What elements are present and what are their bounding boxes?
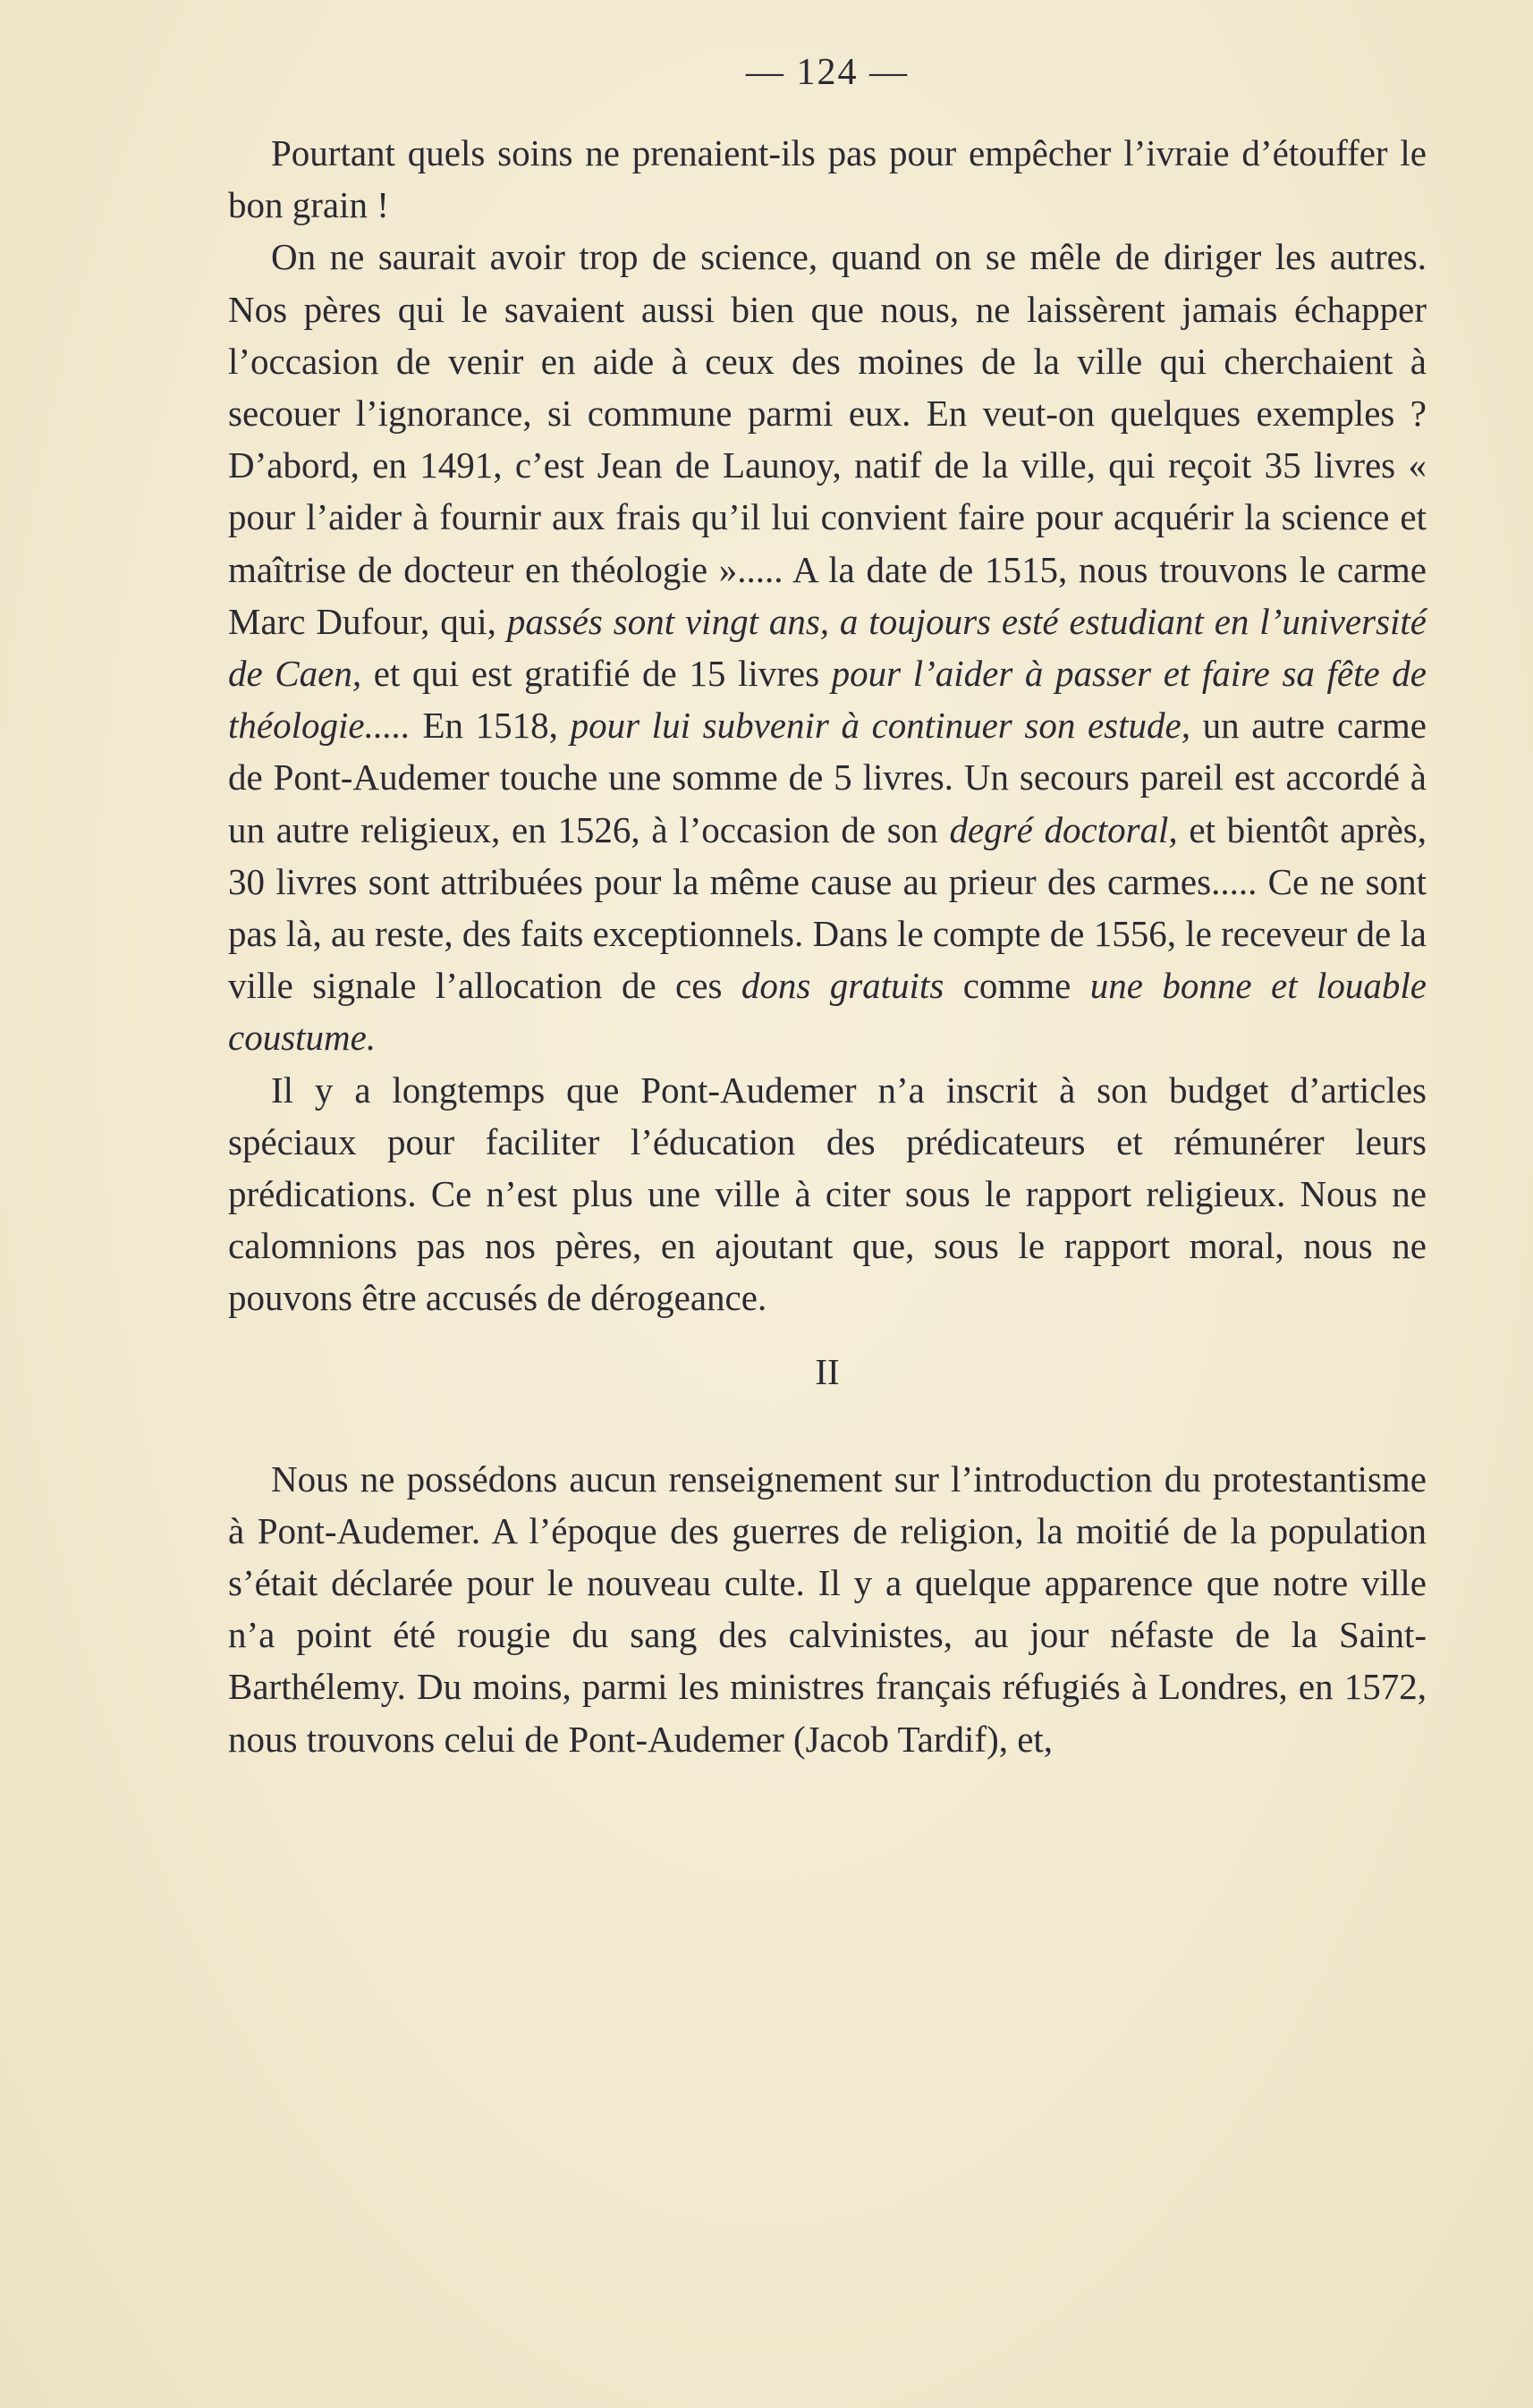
paragraph-2-text-1: On ne saurait avoir trop de science, quand on se mêle de diriger les autres. Nos pères qui le savaient aussi bien que nous, ne laissèrent jamais échapper l’occasion de venir en aide à ceux des moines de la ville qui cherchaient à secouer l’ignorance, si commune parmi eux. En veut-on quelques exemples ? D’abord, en 1491, c’est Jean de Launoy, natif de la ville, qui reçoit 35 livres « pour l’aider à fournir aux frais qu’il lui convient faire pour acquérir la science et maîtrise de docteur en théologie »..... A la date de 1515, nous trouvons le carme Marc Dufour, qui,: [228, 236, 1427, 642]
section-heading: II: [815, 1350, 840, 1392]
paragraph-3: Il y a longtemps que Pont-Audemer n’a inscrit à son budget d’articles spéciaux pour faciliter l’éducation des prédicateurs et rémunérer leurs prédications. Ce n’est plus une ville à citer sous le rapport religieux. Nous ne calomnions pas nos pères, en ajoutant que, sous le rapport moral, nous ne pouvons être accusés de dérogeance.: [228, 1069, 1427, 1319]
body-text: [228, 127, 1427, 1765]
paragraph-2-italic-6: une bonne et louable coustume.: [228, 965, 1427, 1059]
paragraph-2-text-4: un autre carme de Pont-Audemer touche une somme de 5 livres. Un secours pareil est accordé à un autre religieux, en 1526, à l’occasion de son: [228, 705, 1427, 850]
paragraph-2-text-5: et bientôt après, 30 livres sont attribuées pour la même cause au prieur des carmes..... Ce ne sont pas là, au reste, des faits exceptionnels. Dans le compte de 1556, le receveur de la ville signale l’allocation de ces: [228, 808, 1427, 1007]
paragraph-2-italic-5: dons gratuits: [741, 965, 944, 1007]
paragraph-2-text-3: En 1518,: [410, 705, 571, 747]
paragraph-2-text-6: comme: [944, 965, 1090, 1007]
paragraph-2-italic-3: pour lui subvenir à continuer son estude,: [570, 705, 1190, 747]
paragraph-2-italic-1: passés sont vingt ans, a toujours esté estudiant en l’université de Caen,: [228, 600, 1427, 695]
paragraph-1: Pourtant quels soins ne prenaient-ils pas pour empêcher l’ivraie d’étouffer le bon grain !: [228, 132, 1427, 226]
paragraph-2-text-2: et qui est gratifié de 15 livres: [361, 653, 832, 695]
paragraph-4: Nous ne possédons aucun renseignement sur l’introduction du protestantisme à Pont-Audemer. A l’époque des guerres de religion, la moitié de la population s’était déclarée pour le nouveau culte. Il y a quelque apparence que notre ville n’a point été rougie du sang des calvinistes, au jour néfaste de la Saint-Barthélemy. Du moins, parmi les ministres français réfugiés à Londres, en 1572, nous trouvons celui de Pont-Audemer (Jacob Tardif), et,: [228, 1457, 1427, 1760]
paragraph-2-italic-4: degré doctoral,: [949, 808, 1178, 850]
paragraph-2-italic-2: pour l’aider à passer et faire sa fête de théologie.....: [228, 653, 1427, 747]
book-page: [228, 54, 1427, 1765]
page-number: — 124 —: [746, 52, 909, 93]
paragraph-2: [228, 231, 1427, 1063]
